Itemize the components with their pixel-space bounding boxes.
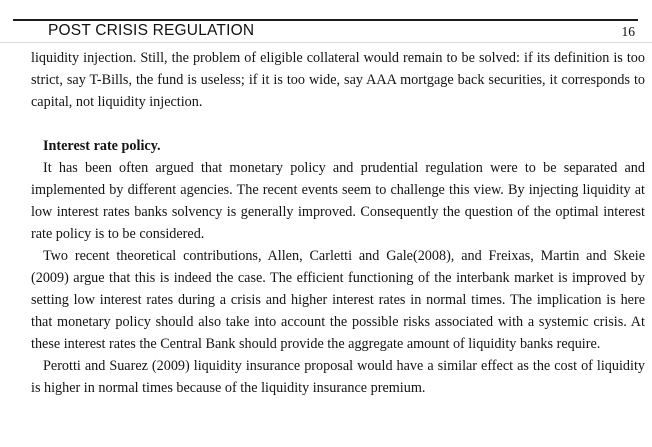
running-header-title: POST CRISIS REGULATION <box>48 22 255 39</box>
paragraph-theoretical-contributions: Two recent theoretical contributions, Allen, Carletti and Gale(2008), and Freixas, Martin and Skeie (2009) argue that this is indeed the case. The efficient functioning of the interbank market is improved by setting low interest rates during a crisis and higher interest rates in normal times. The implication is here that monetary policy should also take into account the possible risks associated with a systemic crisis. At these interest rates the Central Bank should provide the aggregate amount of liquidity banks require. <box>31 248 645 352</box>
header-rule <box>13 19 638 21</box>
paragraph-perotti-suarez: Perotti and Suarez (2009) liquidity insurance proposal would have a similar effect as the cost of liquidity is higher in normal times because of the liquidity insurance premium. <box>31 358 645 396</box>
header-hairline <box>0 42 652 43</box>
page-number: 16 <box>621 24 635 39</box>
section-heading-interest-rate-policy: Interest rate policy. <box>43 138 161 154</box>
paragraph-liquidity-injection: liquidity injection. Still, the problem of eligible collateral would remain to be solved: if its definition is too strict, say T-Bills, the fund is useless; if it is too wide, say AAA mortgage back securities, it corresponds to capital, not liquidity injection. <box>31 50 645 110</box>
paragraph-monetary-policy-separation: It has been often argued that monetary policy and prudential regulation were to be separated and implemented by different agencies. The recent events seem to challenge this view. By injecting liquidity at low interest rates banks solvency is generally improved. Consequently the question of the optimal interest rate policy is to be considered. <box>31 160 645 242</box>
page-body <box>31 47 645 399</box>
